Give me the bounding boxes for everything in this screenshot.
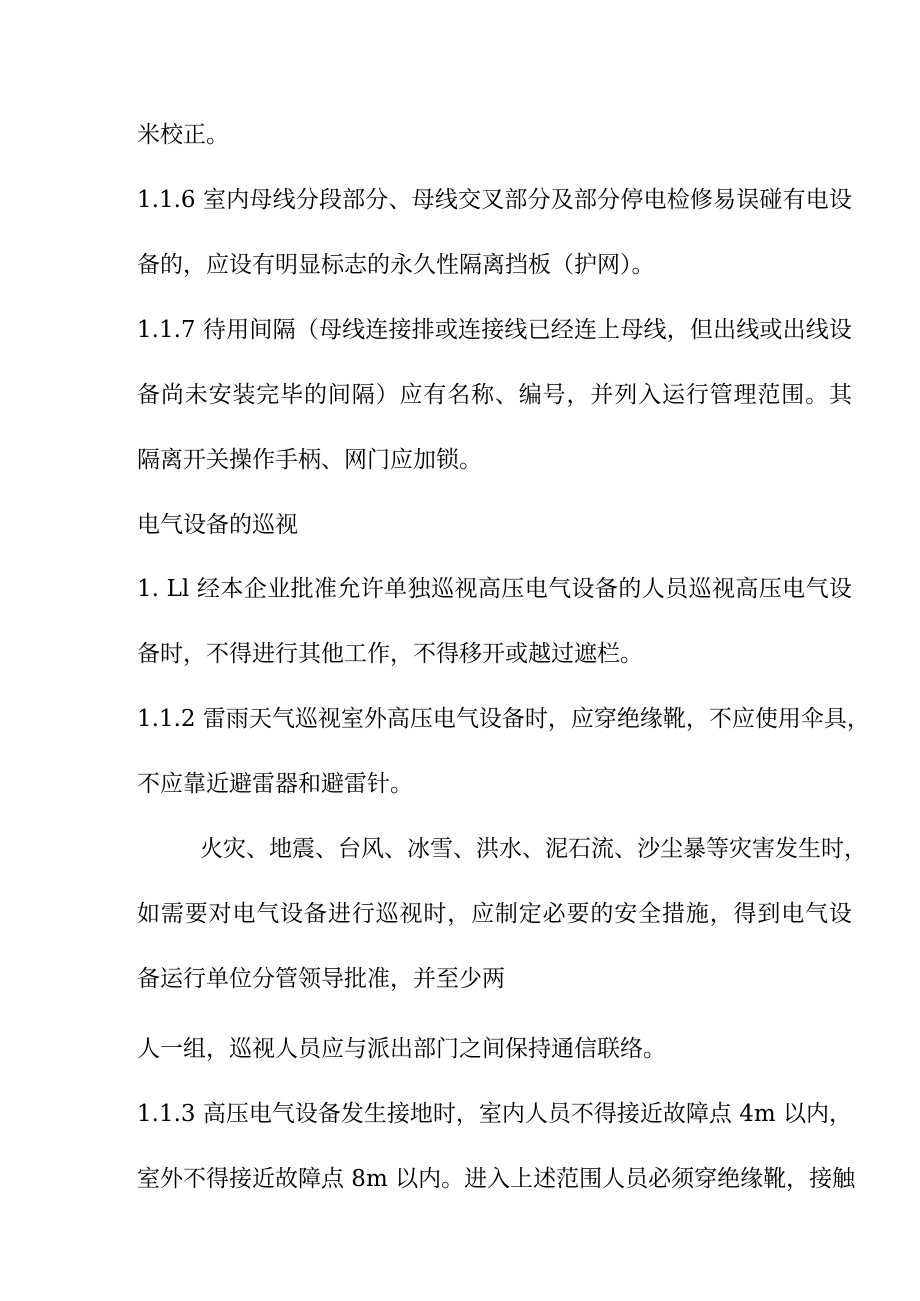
text-line-4: 1.1.7 待用间隔（母线连接排或连接线已经连上母线，但出线或出线设	[137, 317, 852, 343]
text-line-6: 隔离开关操作手柄、网门应加锁。	[137, 447, 482, 473]
text-line-13: 如需要对电气设备进行巡视时，应制定必要的安全措施，得到电气设	[137, 901, 852, 927]
text-line-3: 备的，应设有明显标志的永久性隔离挡板（护网）。	[137, 252, 655, 278]
text-line-5: 备尚未安装完毕的间隔）应有名称、编号，并列入运行管理范围。其	[137, 382, 852, 408]
text-line-11: 不应靠近避雷器和避雷针。	[137, 771, 413, 797]
text-line-1: 米校正。	[137, 122, 229, 148]
text-line-16: 1.1.3 高压电气设备发生接地时，室内人员不得接近故障点 4m 以内，	[137, 1101, 852, 1127]
text-line-17: 室外不得接近故障点 8m 以内。进入上述范围人员必须穿绝缘靴，接触	[137, 1166, 856, 1192]
text-line-14: 备运行单位分管领导批准，并至少两	[137, 966, 505, 992]
section-heading: 电气设备的巡视	[137, 512, 298, 538]
text-line-12: 火灾、地震、台风、冰雪、洪水、泥石流、沙尘暴等灾害发生时，	[200, 836, 867, 862]
text-line-9: 备时，不得进行其他工作，不得移开或越过遮栏。	[137, 641, 643, 667]
text-line-15: 人一组，巡视人员应与派出部门之间保持通信联络。	[137, 1036, 666, 1062]
text-line-10: 1.1.2 雷雨天气巡视室外高压电气设备时，应穿绝缘靴，不应使用伞具，	[137, 706, 870, 732]
text-line-2: 1.1.6 室内母线分段部分、母线交叉部分及部分停电检修易误碰有电设	[137, 187, 852, 213]
text-line-8: 1. Ll 经本企业批准允许单独巡视高压电气设备的人员巡视高压电气设	[137, 576, 852, 602]
